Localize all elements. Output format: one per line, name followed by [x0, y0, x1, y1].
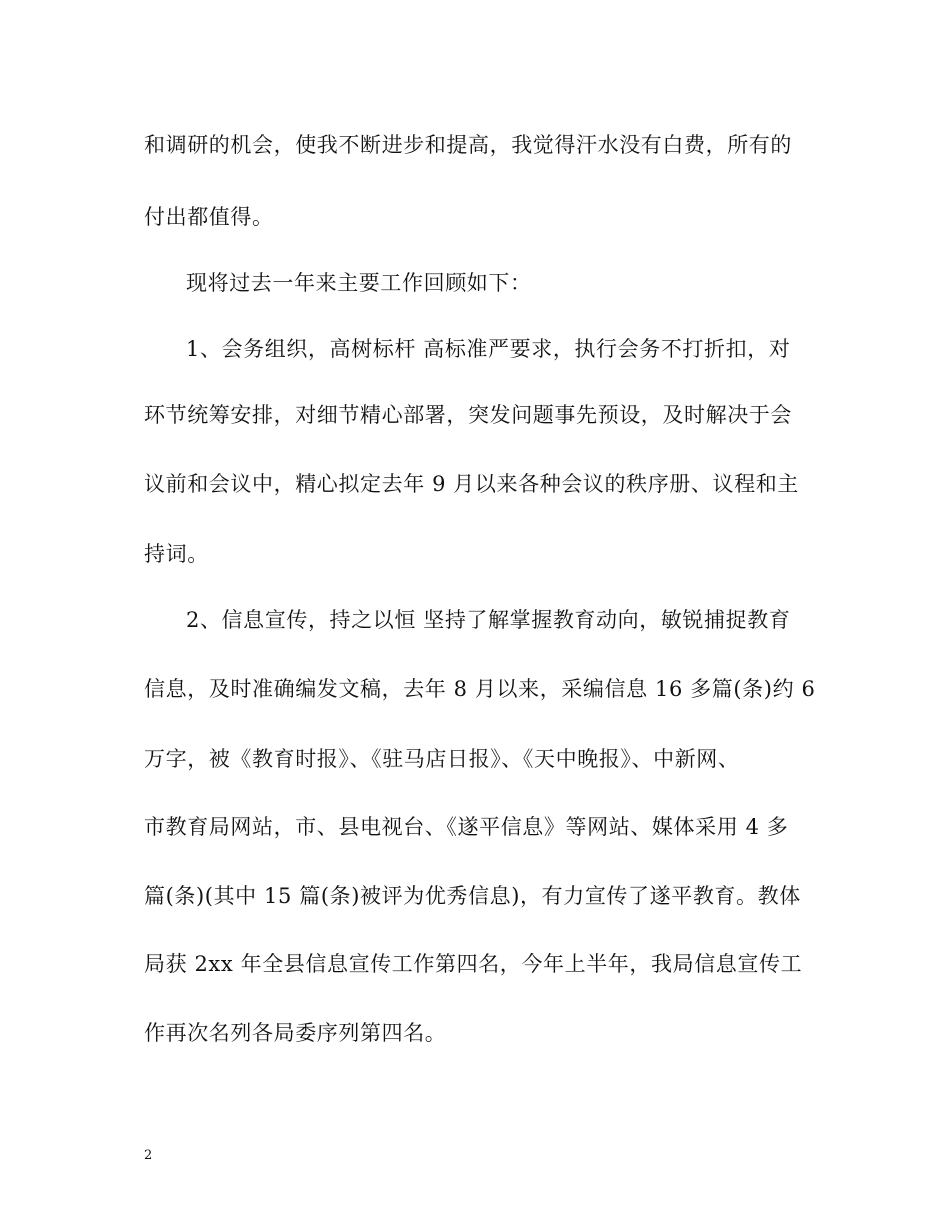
text-line-5: 环节统筹安排，对细节精心部署，突发问题事先预设，及时解决于会 — [144, 403, 792, 427]
text-line-10: 万字，被《教育时报》、《驻马店日报》、《天中晚报》、中新网、 — [144, 747, 740, 771]
text-line-11: 市教育局网站，市、县电视台、《遂平信息》等网站、媒体采用 4 多 — [144, 815, 789, 839]
text-line-7: 持词。 — [144, 542, 209, 566]
text-line-8: 2、信息宣传，持之以恒 坚持了解掌握教育动向，敏锐捕捉教育 — [186, 608, 791, 632]
text-line-2: 付出都值得。 — [144, 205, 274, 229]
text-line-1: 和调研的机会，使我不断进步和提高，我觉得汗水没有白费，所有的 — [144, 133, 792, 157]
text-line-14: 作再次名列各局委序列第四名。 — [144, 1021, 447, 1045]
text-line-12: 篇(条)(其中 15 篇(条)被评为优秀信息)，有力宣传了遂平教育。教体 — [144, 884, 801, 908]
text-line-13: 局获 2xx 年全县信息宣传工作第四名，今年上半年，我局信息宣传工 — [144, 952, 803, 976]
text-line-3: 现将过去一年来主要工作回顾如下： — [186, 271, 532, 295]
text-line-4: 1、会务组织，高树标杆 高标准严要求，执行会务不打折扣，对 — [186, 337, 791, 361]
page-number: 2 — [144, 1148, 153, 1163]
text-line-6: 议前和会议中，精心拟定去年 9 月以来各种会议的秩序册、议程和主 — [144, 472, 799, 496]
text-line-9: 信息，及时准确编发文稿，去年 8 月以来，采编信息 16 多篇(条)约 6 — [144, 677, 816, 701]
